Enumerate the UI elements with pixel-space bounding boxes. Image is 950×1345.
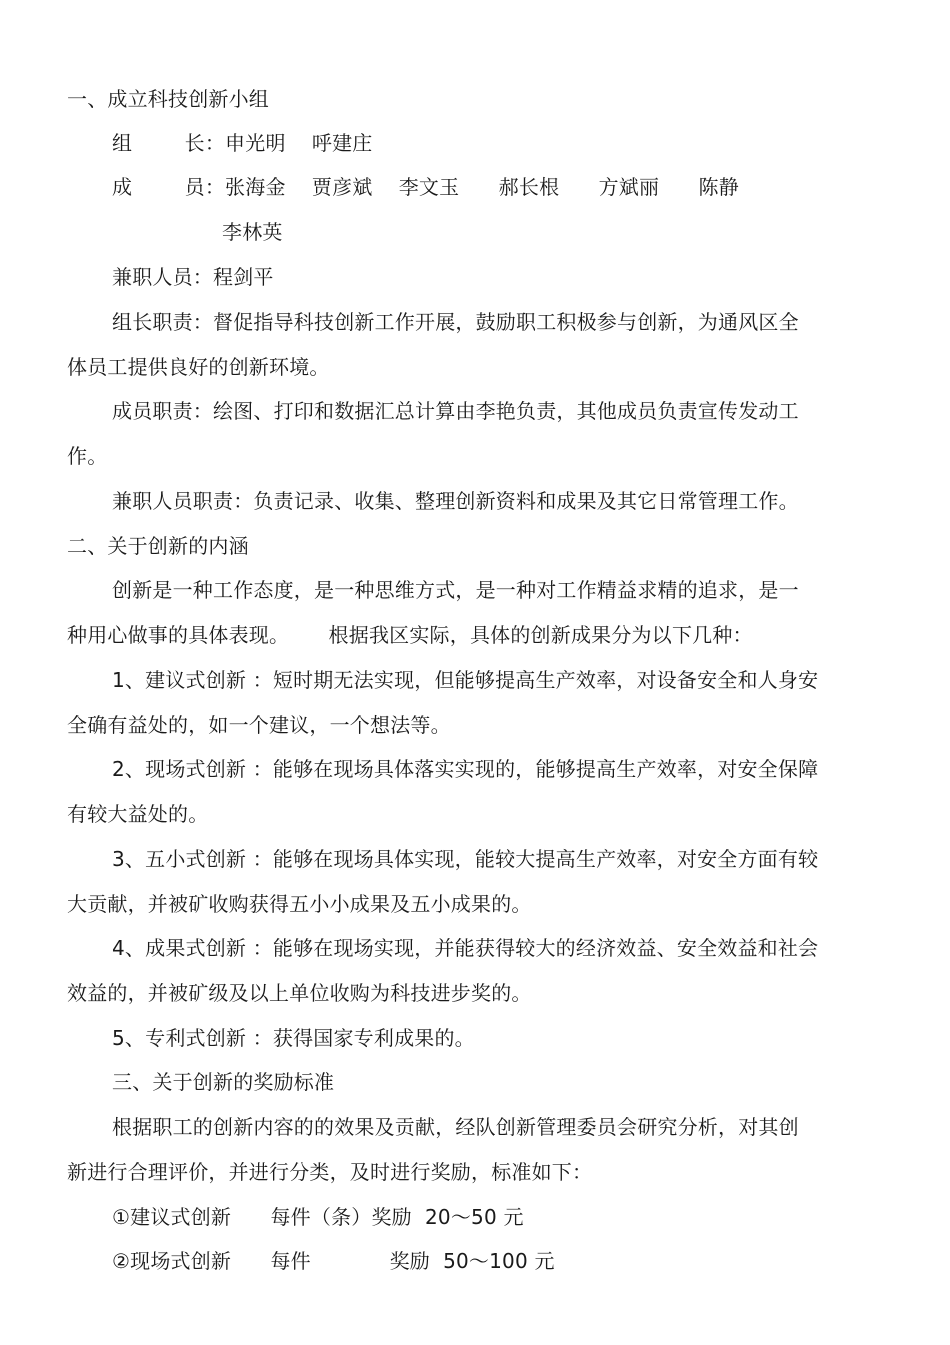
members-line: 成 员：张海金 贾彦斌 李文玉 郝长根 方斌丽 陈静 xyxy=(112,175,739,199)
section3-heading: 三、关于创新的奖励标准 xyxy=(112,1070,335,1094)
type5-line: 5、专利式创新 ：获得国家专利成果的。 xyxy=(112,1026,475,1050)
parttime-duty-line: 兼职人员职责：负责记录、收集、整理创新资料和成果及其它日常管理工作。 xyxy=(112,489,799,513)
parttime-line: 兼职人员：程剑平 xyxy=(112,265,274,289)
innovation-intro-line: 创新是一种工作态度，是一种思维方式，是一种对工作精益求精的追求，是一 xyxy=(112,578,799,602)
reward-item-2: ②现场式创新 每件 奖励 50～100 元 xyxy=(112,1249,555,1273)
type2-line: 2、现场式创新 ：能够在现场具体落实实现的，能够提高生产效率，对安全保障 xyxy=(112,757,819,781)
type3-line: 3、五小式创新 ：能够在现场具体实现，能较大提高生产效率，对安全方面有较 xyxy=(112,847,819,871)
innovation-intro-line-continued: 种用心做事的具体表现。 根据我区实际，具体的创新成果分为以下几种： xyxy=(67,623,753,647)
members-line-continued: 李林英 xyxy=(222,220,283,244)
leader-duty-line: 组长职责：督促指导科技创新工作开展，鼓励职工积极参与创新，为通风区全 xyxy=(112,310,799,334)
member-duty-line: 成员职责：绘图、打印和数据汇总计算由李艳负责，其他成员负责宣传发动工 xyxy=(112,399,799,423)
leader-duty-line-continued: 体员工提供良好的创新环境。 xyxy=(67,355,330,379)
reward-intro-line: 根据职工的创新内容的的效果及贡献，经队创新管理委员会研究分析，对其创 xyxy=(112,1115,799,1139)
type3-line-continued: 大贡献，并被矿收购获得五小小成果及五小成果的。 xyxy=(67,892,532,916)
reward-item-1: ①建议式创新 每件（条）奖励 20～50 元 xyxy=(112,1205,524,1229)
type1-line: 1、建议式创新 ：短时期无法实现，但能够提高生产效率，对设备安全和人身安 xyxy=(112,668,819,692)
leader-line: 组 长：申光明 呼建庄 xyxy=(112,131,373,155)
type4-line: 4、成果式创新 ：能够在现场实现，并能获得较大的经济效益、安全效益和社会 xyxy=(112,936,819,960)
type1-line-continued: 全确有益处的，如一个建议，一个想法等。 xyxy=(67,713,451,737)
section1-heading: 一、成立科技创新小组 xyxy=(67,87,269,111)
type2-line-continued: 有较大益处的。 xyxy=(67,802,209,826)
section2-heading: 二、关于创新的内涵 xyxy=(67,534,249,558)
type4-line-continued: 效益的，并被矿级及以上单位收购为科技进步奖的。 xyxy=(67,981,532,1005)
reward-intro-line-continued: 新进行合理评价，并进行分类，及时进行奖励，标准如下： xyxy=(67,1160,593,1184)
member-duty-line-continued: 作。 xyxy=(67,444,108,468)
